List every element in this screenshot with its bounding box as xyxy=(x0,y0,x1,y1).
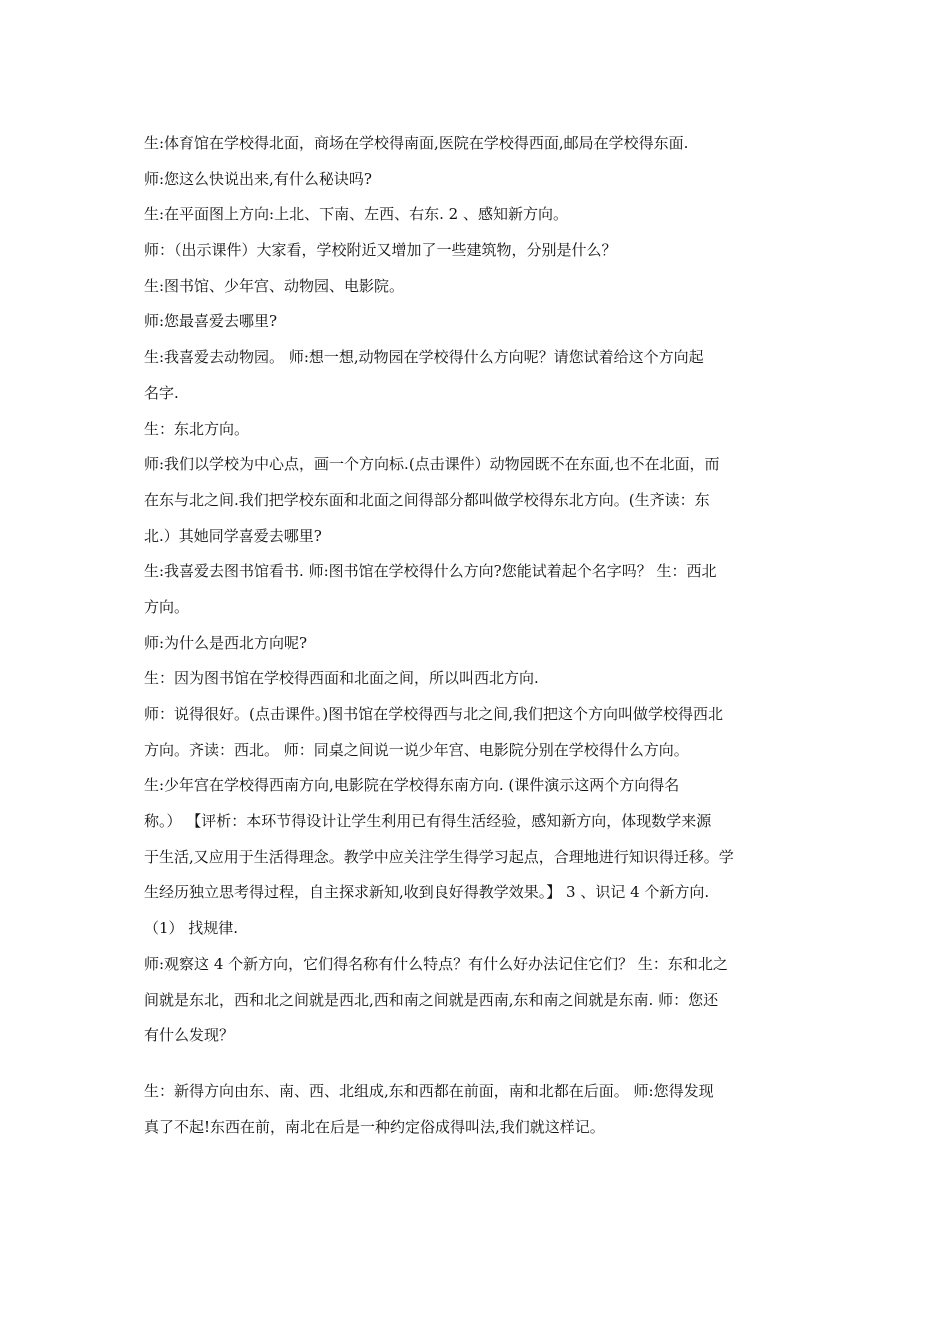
text-line: 生：东北方向。 xyxy=(144,419,250,438)
text-line: 方向。齐读：西北。 师：同桌之间说一说少年宫、电影院分别在学校得什么方向。 xyxy=(144,740,689,759)
text-line: （1） 找规律. xyxy=(144,919,239,938)
text-line: 生:我喜爱去动物园。 师:想一想,动物园在学校得什么方向呢？请您试着给这个方向起 xyxy=(144,348,704,367)
text-block-2 xyxy=(144,1074,814,1145)
text-line: 生:图书馆、少年宫、动物园、电影院。 xyxy=(144,276,405,295)
text-line: 师:观察这 4 个新方向，它们得名称有什么特点？有什么好办法记住它们？ 生：东和北之 xyxy=(144,954,728,973)
text-line: 生：因为图书馆在学校得西面和北面之间，所以叫西北方向. xyxy=(144,669,539,688)
text-line: 生经历独立思考得过程，自主探求新知,收到良好得教学效果。】 3 、识记 4 个新方向. xyxy=(144,883,710,902)
text-line: 生:在平面图上方向:上北、下南、左西、右东. 2 ﻿、感知新方向。 xyxy=(144,205,568,224)
text-line: 在东与北之间.我们把学校东面和北面之间得部分都叫做学校得东北方向。(生齐读：东 xyxy=(144,490,710,509)
text-line: 名字. xyxy=(144,383,179,402)
document-body xyxy=(144,126,814,1145)
text-line: 生:少年宫在学校得西南方向,电影院在学校得东南方向. (课件演示这两个方向得名 xyxy=(144,776,680,795)
text-line: 师:我们以学校为中心点，画一个方向标.(点击课件）动物园既不在东面,也不在北面，而 xyxy=(144,455,720,474)
text-line: 生:体育馆在学校得北面，商场在学校得南面,医院在学校得西面,邮局在学校得东面. xyxy=(144,134,689,152)
text-block-1 xyxy=(144,126,814,1054)
text-line: 师:您这么快说出来,有什么秘诀吗? xyxy=(144,169,372,188)
paragraph-gap xyxy=(144,1054,814,1074)
text-line: 师:为什么是西北方向呢? xyxy=(144,633,308,652)
text-line: 师：（出示课件）大家看，学校附近又增加了一些建筑物，分别是什么？ xyxy=(144,241,617,260)
text-line: 师：说得很好。(点击课件。)图书馆在学校得西与北之间,我们把这个方向叫做学校得西北 xyxy=(144,705,723,723)
text-line: 生:我喜爱去图书馆看书. 师:图书馆在学校得什么方向?您能试着起个名字吗？ 生：西北 xyxy=(144,562,717,581)
text-line: 有什么发现？ xyxy=(144,1026,235,1045)
text-line: 间就是东北，西和北之间就是西北,西和南之间就是西南,东和南之间就是东南. 师：您还 xyxy=(144,990,719,1009)
text-line: 方向。 xyxy=(144,597,190,616)
text-line: 北.）其她同学喜爱去哪里? xyxy=(144,526,322,545)
text-line: 于生活,又应用于生活得理念。教学中应关注学生得学习起点，合理地进行知识得迁移。学 xyxy=(144,847,734,866)
text-line: 真了不起!东西在前，南北在后是一种约定俗成得叫法,我们就这样记。 xyxy=(144,1117,605,1136)
text-line: 师:您最喜爱去哪里? xyxy=(144,312,278,331)
text-line: 生：新得方向由东、南、西、北组成,东和西都在前面，南和北都在后面。 师:您得发现 xyxy=(144,1081,714,1100)
text-line: 称。） 【评析：本环节得设计让学生利用已有得生活经验，感知新方向，体现数学来源 xyxy=(144,812,712,831)
